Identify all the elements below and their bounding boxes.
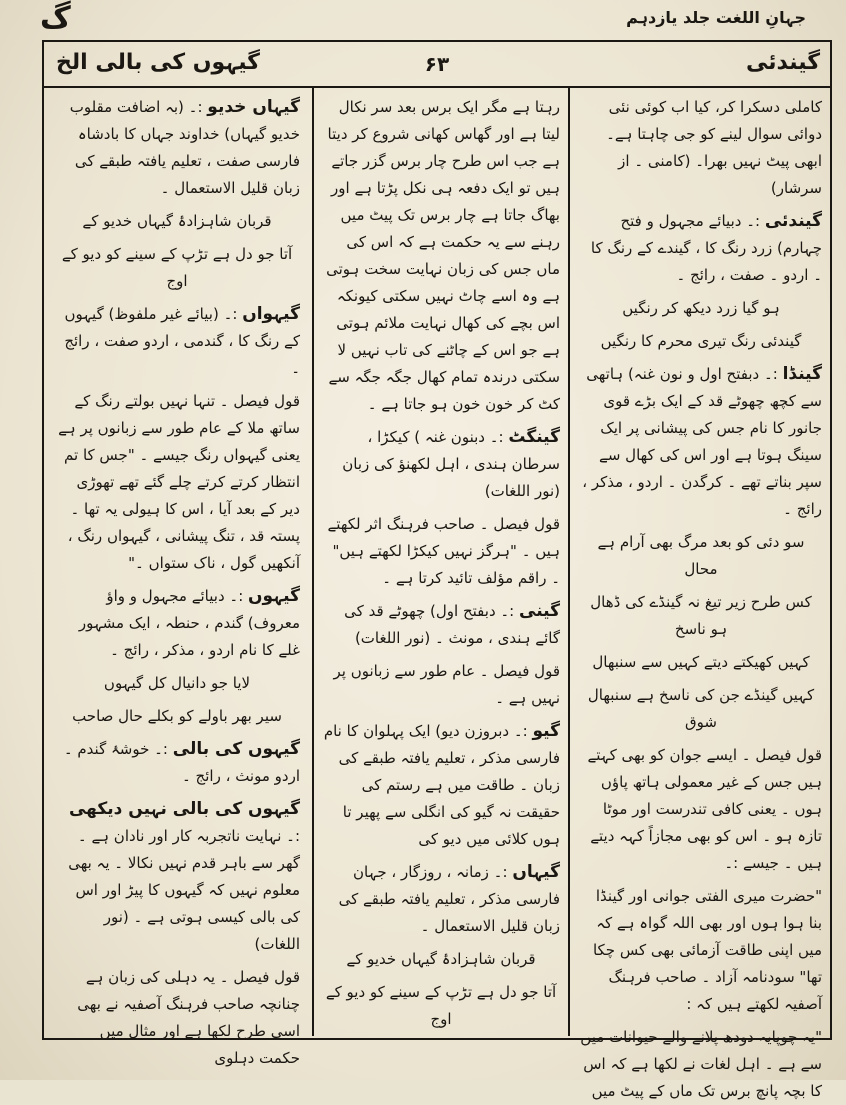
entry-text	[580, 1024, 822, 1105]
entry-headword: گیہاں خدیو	[207, 97, 300, 117]
verse-line: کس طرح زیر تیغ نہ گینڈے کی ڈھال ہو ناسخ	[590, 593, 812, 638]
verse-line: کہیں کھیکتے دیتے کہیں سے سنبھال	[592, 653, 810, 671]
entry-text	[322, 94, 560, 418]
entry-body: قول فیصل ۔ عام طور سے زبانوں پر نہیں ہے ۔	[333, 662, 560, 707]
entry-body: :۔ دبیائے مجہول و فتح چہارم) زرد رنگ کا ، گیندے کے رنگ کا ۔ اردو ۔ صفت ، رائج ۔	[590, 212, 822, 284]
dictionary-entry	[322, 718, 560, 853]
column-right	[572, 88, 830, 1100]
entry-body: "یہ چوپایہ دودھ پلانے والے حیوانات میں سے ہے ۔ اہل لغات نے لکھا ہے کہ اس کا بچہ پانچ برس تک ماں کے پیٹ میں	[580, 1028, 822, 1100]
entry-headword: گیندئی	[764, 211, 822, 231]
entry-text	[54, 964, 300, 1072]
entry-body: قول فیصل ۔ تنہا نہیں بولتے رنگ کے ساتھ ملا کے عام طور سے زبانوں پر ہے یعنی گیہواں رنگ جیسے ۔ "جس کا تم انتظار کرتے کرتے چلے گئے تھے تھوڑی دیر کے بعد آیا ، اس کا ہیولی یہ تھا ۔ پستہ قد ، تنگ پیشانی ، گیہواں رنگ ، آنکھیں گول ، ناک ستواں ۔"	[58, 392, 300, 572]
header-start-word: گیندئی	[746, 50, 820, 75]
header-end-word: گیہوں کی بالی الخ	[56, 50, 260, 75]
verse-line: سو دئی کو بعد مرگ بھی آرام ہے محال	[597, 533, 805, 578]
verse-line: آتا جو دل ہے تڑپ کے سینے کو دیو کے اوج	[61, 245, 293, 290]
dictionary-entry	[54, 301, 300, 382]
entry-text	[580, 94, 822, 202]
dictionary-entry	[322, 598, 560, 652]
entry-text	[322, 658, 560, 712]
verse-line: لایا جو دانیال کل گیہوں	[103, 674, 251, 692]
verse-line: گیندئی رنگ تیری محرم کا رنگیں	[600, 332, 802, 350]
entry-headword: گیہوں	[248, 586, 300, 606]
entry-headword: گیہوں کی بالی	[172, 739, 300, 759]
entry-text	[580, 883, 822, 1018]
entry-body: "حضرت میری الفتی جوانی اور گینڈا بنا ہوا ہوں اور بھی اللہ گواہ ہے کہ میں اپنی طاقت آزمائی بھی کس چکا تھا" سودنامہ آزاد ۔ صاحب فرہنگ آصفیہ لکھتے ہیں کہ :	[592, 887, 822, 1013]
verse-line: قربان شاہزادۂ گیہاں خدیو کے	[346, 950, 536, 968]
entry-text	[580, 742, 822, 877]
journal-title: جہانِ اللغت جلد یازدہم	[626, 8, 806, 27]
corner-letter: گ	[40, 1, 71, 36]
entry-body: :۔ خوشۂ گندم ۔ اردو مونث ، رائج ۔	[63, 740, 300, 785]
dictionary-entry	[322, 424, 560, 505]
column-left	[46, 88, 308, 1067]
entry-headword: گینڈا	[782, 364, 822, 384]
entry-body: :۔ نہایت ناتجربہ کار اور نادان ہے ۔ گھر سے باہر قدم نہیں نکالا ۔ یہ بھی معلوم نہیں کہ گیہوں کا پیڑ اور اس کی بالی کیسی ہوتی ہے ۔ (نور اللغات)	[68, 827, 300, 953]
verse-line: سیر بھر باولے کو بکلے حال صاحب	[72, 707, 282, 725]
page-header	[44, 42, 830, 88]
dictionary-entry	[54, 583, 300, 664]
dictionary-entry	[54, 94, 300, 202]
verse-line: آتا جو دل ہے تڑپ کے سینے کو دیو کے اوج	[325, 983, 557, 1028]
entry-body: کاملی دسکرا کر، کیا اب کوئی نئی دوائی سوال لینے کو جی چاہتا ہے۔ ابھی پیٹ نہیں بھرا۔ (کامنی ۔ از سرشار)	[606, 98, 822, 197]
dictionary-entry	[580, 361, 822, 523]
entry-body: :۔ دبروزن دیو) ایک پہلوان کا نام فارسی مذکر ، تعلیم یافتہ طبقے کی زبان ۔ طاقت میں ہے رستم کی حقیقت نہ گیو کی انگلی سے پھیر تا ہوں کلائی میں دیو کی	[323, 722, 560, 848]
dictionary-entry	[322, 859, 560, 940]
entry-body: :۔ (بہ اضافت مقلوب خدیو گیہاں) خداوند جہاں کا بادشاہ فارسی صفت ، تعلیم یافتہ طبقے کی زبان قلیل الاستعمال ۔	[69, 98, 300, 197]
entry-body: قول فیصل ۔ صاحب فرہنگ اثر لکھتے ہیں ۔ "ہرگز نہیں کیکڑا لکھتے ہیں" ۔ راقم مؤلف تائید کرتا ہے ۔	[327, 515, 560, 587]
dictionary-entry	[54, 736, 300, 790]
verse-line: قربان شاہزادۂ گیہاں خدیو کے	[82, 212, 272, 230]
entry-body: قول فیصل ۔ یہ دہلی کی زبان ہے چنانچہ صاحب فرہنگ آصفیہ نے بھی اسی طرح لکھا ہے اور مثال میں حکمت دہلوی	[77, 968, 300, 1067]
verse-line: ہو گیا زرد دیکھ کر رنگیں	[622, 299, 780, 317]
entry-headword: گینی	[519, 601, 560, 621]
entry-body: :۔ دبیائے مجہول و واؤ معروف) گندم ، حنطہ ، ایک مشہور غلے کا نام اردو ، مذکر ، رائج ۔	[78, 587, 300, 659]
entry-headword: گیہاں	[512, 862, 560, 882]
entry-headword: گیو	[532, 721, 560, 741]
entry-body: :۔ زمانہ ، روزگار ، جہان فارسی مذکر ، تعلیم یافتہ طبقے کی زبان قلیل الاستعمال ۔	[338, 863, 560, 935]
page-frame	[42, 40, 832, 1100]
top-running-line	[40, 1, 806, 38]
entry-body: :۔ دبفتح اول) چھوٹے قد کی گائے ہندی ، مونث ۔ (نور اللغات)	[344, 602, 560, 647]
entry-text	[54, 388, 300, 577]
entry-text	[322, 511, 560, 592]
entry-body: :۔ دبنون غنہ ) کیکڑا ، سرطان ہندی ، اہل لکھنؤ کی زبان (نور اللغات)	[342, 428, 560, 500]
column-middle	[312, 88, 570, 1036]
entry-body: قول فیصل ۔ ایسے جوان کو بھی کہتے ہیں جس کے غیر معمولی ہاتھ پاؤں ہوں ۔ یعنی کافی تندرست اور موٹا تازہ ہو ۔ اس کو بھی مجازاً کہہ دیتے ہیں ۔ جیسے :۔	[587, 746, 822, 872]
entry-headword: گینگٹ	[508, 427, 560, 447]
verse-line: کہیں گینڈے جن کی ناسخ ہے سنبھال شوق	[587, 686, 815, 731]
page-number: ۶۳	[424, 52, 450, 76]
entry-headword: گیہواں	[242, 304, 300, 324]
entry-body: :۔ دبفتح اول و نون غنہ) ہاتھی سے کچھ چھوٹے قد کے ایک بڑے قوی جانور کا نام جس کی پیشانی پر ایک سینگ ہوتا ہے اور اس کی کھال سے سپر بناتے تھے ۔ کرگدن ۔ اردو ، مذکر ، رائج ۔	[582, 365, 822, 518]
entry-headword: گیہوں کی بالی نہیں دیکھی	[68, 799, 300, 819]
dictionary-entry	[54, 796, 300, 958]
dictionary-entry	[580, 208, 822, 289]
entry-body: :۔ (بیائے غیر ملفوظ) گیہوں کے رنگ کا ، گندمی ، اردو صفت ، رائج ۔	[64, 305, 300, 377]
entry-body: رہتا ہے مگر ایک برس بعد سر نکال لیتا ہے اور گھاس کھانی شروع کر دیتا ہے جب اس طرح چار برس گزر جاتے ہیں تو ایک دفعہ ہی نکل پڑتا ہے اور بھاگ جاتا ہے چار برس تک پیٹ میں رہنے سے یہ حکمت ہے کہ اس کی ماں جس کی زبان نہایت سخت ہوتی ہے وہ اسے چاٹ نہیں سکتی کیونکہ اس بچے کی کھال نہایت ملائم ہوتی ہے جو اس کے چاٹنے کی تاب نہیں لا سکتی درندہ تمام کھال جگہ جگہ سے کٹ کر خون خون ہو جاتا ہے ۔	[326, 98, 560, 413]
